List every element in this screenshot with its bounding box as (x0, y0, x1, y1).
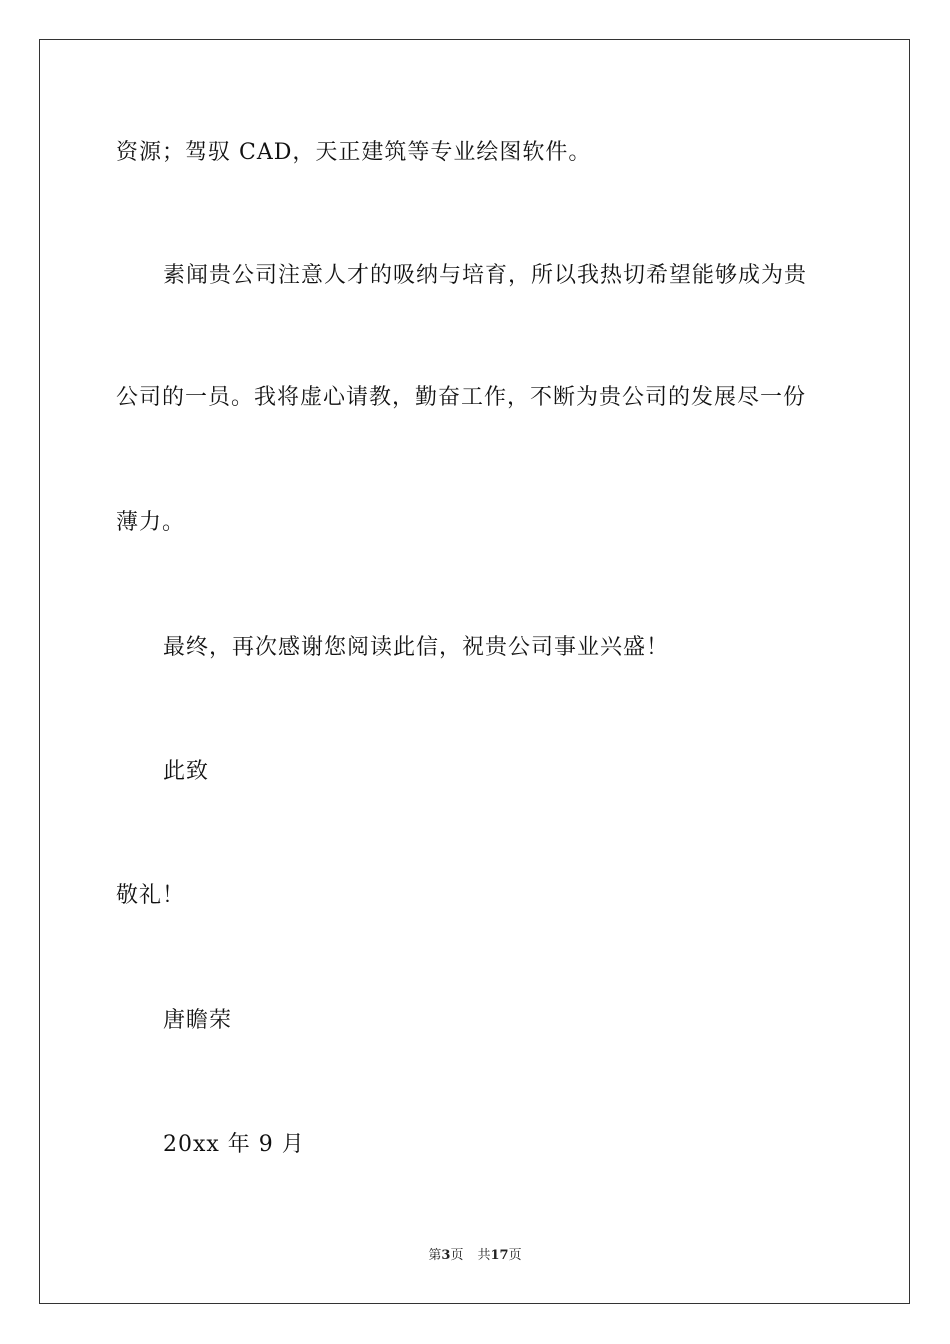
total-suffix: 页 (508, 1248, 522, 1263)
letter-date: 20xx 年 9 月 (163, 1132, 305, 1157)
total-pages: 17 (490, 1248, 509, 1263)
page-suffix: 页 (450, 1248, 464, 1263)
body-text-line: 薄力。 (116, 510, 186, 535)
body-text-line: 资源；驾驭 CAD，天正建筑等专业绘图软件。 (116, 140, 592, 165)
body-text-line: 素闻贵公司注意人才的吸纳与培育，所以我热切希望能够成为贵 (163, 263, 808, 288)
body-text-line: 最终，再次感谢您阅读此信，祝贵公司事业兴盛！ (163, 635, 670, 660)
body-text-line: 公司的一员。我将虚心请教，勤奋工作，不断为贵公司的发展尽一份 (116, 385, 807, 410)
signature-name: 唐瞻荣 (163, 1008, 233, 1033)
total-prefix: 共 (477, 1248, 491, 1263)
page-footer (0, 1247, 950, 1265)
page-border (39, 39, 910, 1304)
page-prefix: 第 (428, 1248, 442, 1263)
salutation: 敬礼！ (116, 883, 186, 908)
closing-phrase: 此致 (163, 759, 210, 784)
page-number: 3 (441, 1248, 451, 1263)
